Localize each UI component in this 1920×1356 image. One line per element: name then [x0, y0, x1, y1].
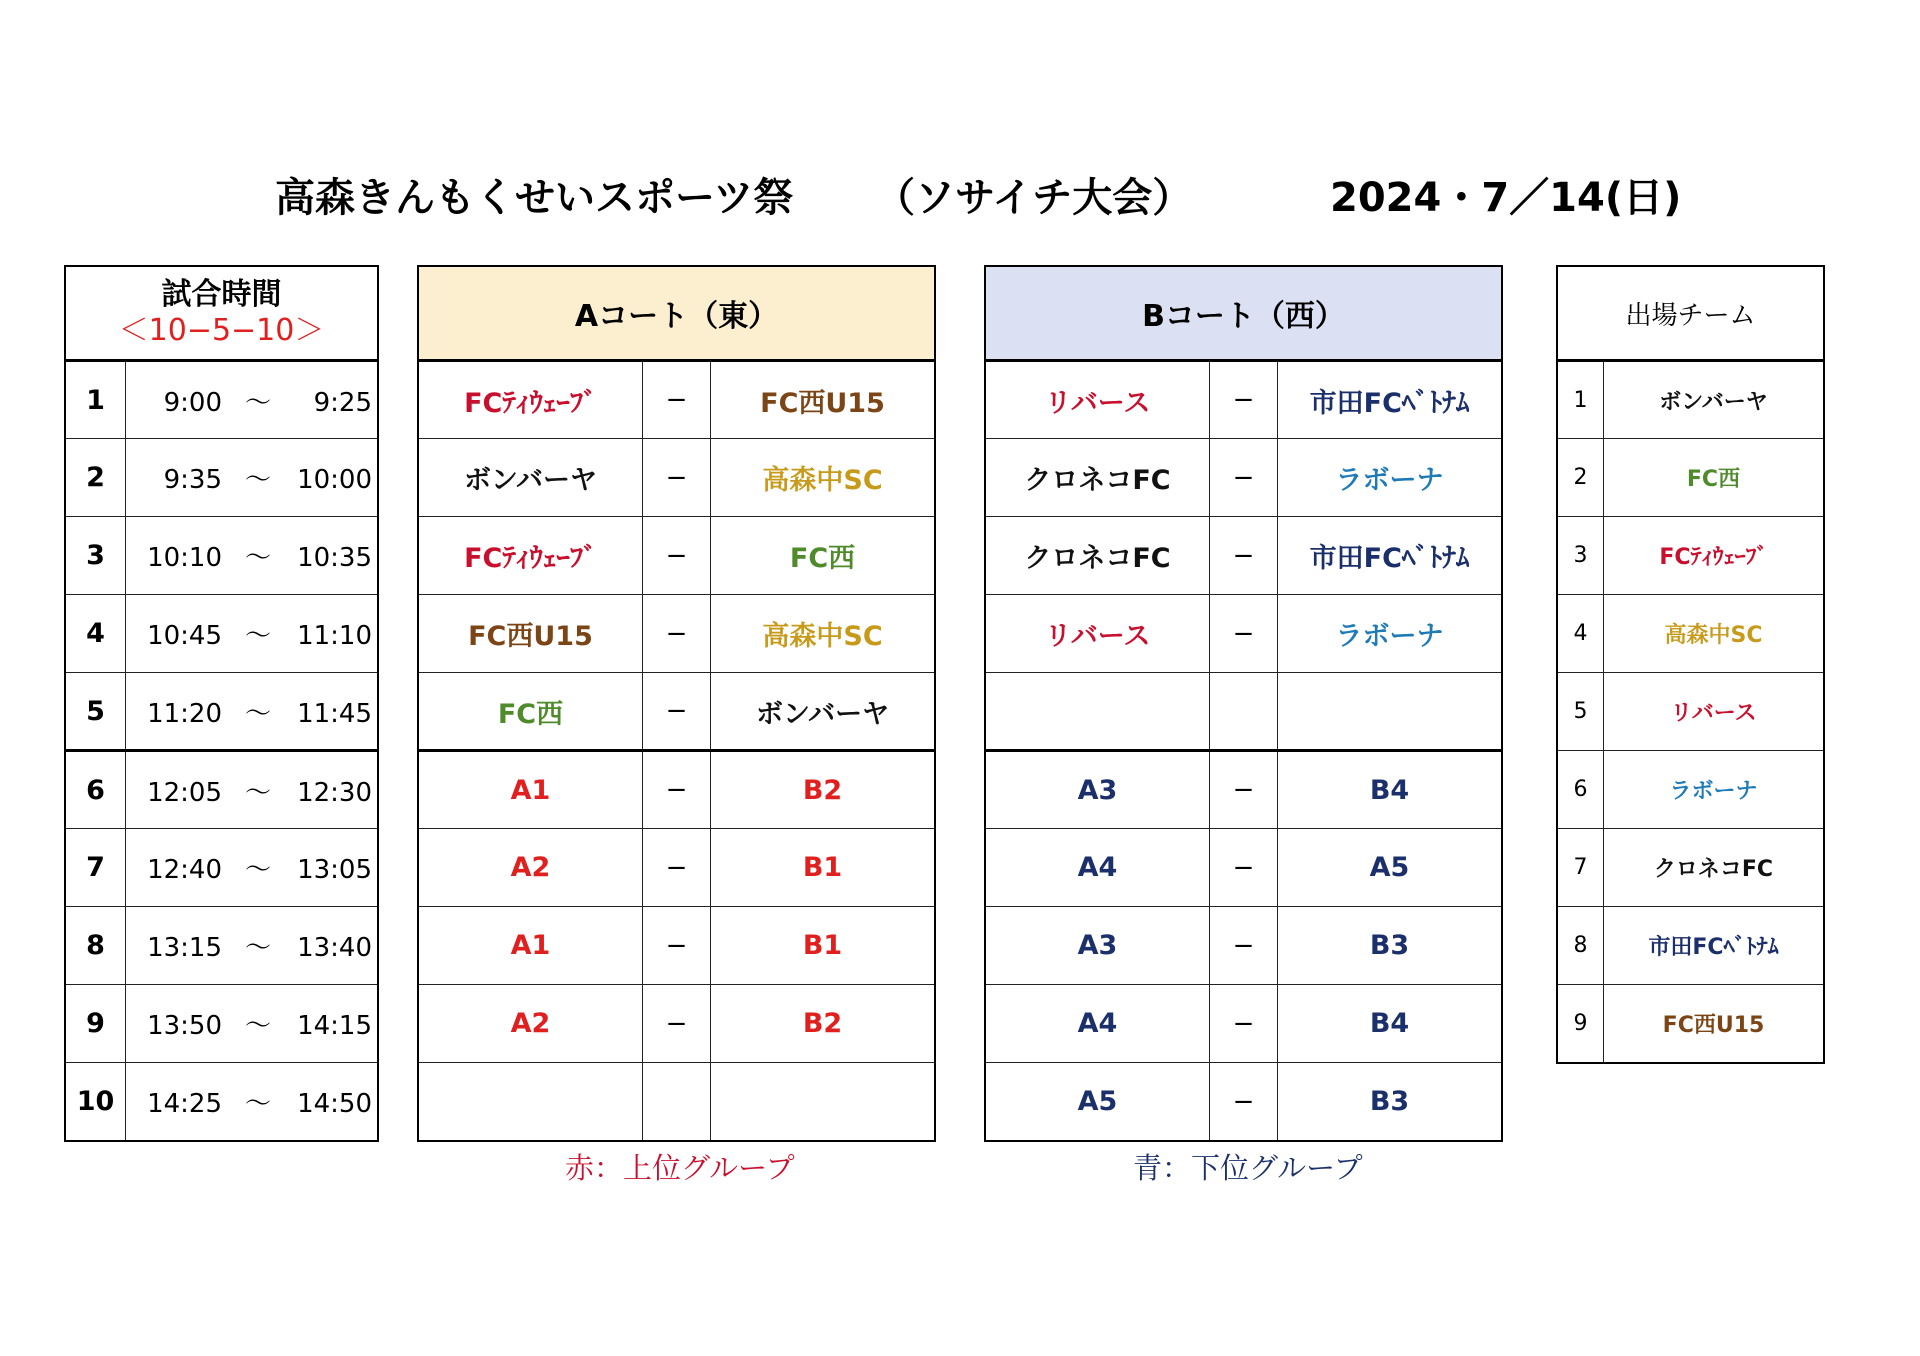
tilde: 〜: [244, 621, 271, 651]
team-number: 1: [1558, 361, 1604, 439]
court-b-away-team: A5: [1278, 829, 1502, 907]
court-b-away-team: 市田FCﾍﾞﾄﾅﾑ: [1278, 361, 1502, 439]
title-row: [0, 168, 1920, 228]
start-time: 10:45: [147, 621, 222, 651]
court-a-match-row: [419, 439, 935, 517]
court-a-away-team: FC西: [711, 517, 935, 595]
match-number: 3: [66, 517, 126, 595]
court-a-home-team: [419, 1063, 643, 1141]
court-a-home-team: ボンバーヤ: [419, 439, 643, 517]
end-time: 13:05: [297, 855, 372, 885]
court-a-match-row: [419, 1063, 935, 1141]
teams-table: [1557, 266, 1824, 1063]
page-title: 高森きんもくせいスポーツ祭: [275, 175, 794, 221]
team-name: ボンバーヤ: [1604, 361, 1824, 439]
court-b-match-row: [986, 361, 1502, 439]
match-time: [126, 1063, 378, 1141]
court-a-match-row: [419, 907, 935, 985]
end-time: 12:30: [297, 777, 372, 808]
court-a-away-team: B1: [711, 907, 935, 985]
court-b-home-team: A3: [986, 907, 1210, 985]
team-name: FC西U15: [1604, 985, 1824, 1063]
match-time: [126, 439, 378, 517]
match-time: [126, 985, 378, 1063]
court-b-away-team: B4: [1278, 751, 1502, 829]
match-time: [126, 673, 378, 751]
court-b-home-team: A4: [986, 985, 1210, 1063]
match-number: 4: [66, 595, 126, 673]
court-a-match-row: [419, 829, 935, 907]
time-row: [66, 1063, 378, 1141]
start-time: 12:40: [147, 855, 222, 885]
team-row: [1558, 907, 1824, 985]
court-a-table: [418, 266, 935, 1141]
court-b-away-team: B3: [1278, 1063, 1502, 1141]
start-time: 13:50: [147, 1011, 222, 1041]
court-a-vs-dash: −: [643, 595, 711, 673]
court-b-match-row: [986, 751, 1502, 829]
start-time: 13:15: [147, 933, 222, 963]
end-time: 11:45: [297, 698, 372, 729]
team-number: 2: [1558, 439, 1604, 517]
start-time: 14:25: [147, 1089, 222, 1119]
end-time: 13:40: [297, 933, 372, 963]
start-time: 10:10: [147, 543, 222, 573]
court-a-home-team: FC西: [419, 673, 643, 751]
time-row: [66, 673, 378, 751]
time-row: [66, 751, 378, 829]
team-number: 7: [1558, 829, 1604, 907]
court-a-match-row: [419, 361, 935, 439]
time-format-label: ＜10−5−10＞: [118, 313, 325, 348]
court-b-away-team: B3: [1278, 907, 1502, 985]
court-b-home-team: リバース: [986, 595, 1210, 673]
court-b-vs-dash: −: [1210, 439, 1278, 517]
court-a-away-team: 高森中SC: [711, 439, 935, 517]
court-a-away-team: [711, 1063, 935, 1141]
court-b-vs-dash: −: [1210, 829, 1278, 907]
tilde: 〜: [244, 543, 271, 573]
match-time: [126, 751, 378, 829]
court-b-vs-dash: −: [1210, 751, 1278, 829]
team-number: 9: [1558, 985, 1604, 1063]
court-b-home-team: A4: [986, 829, 1210, 907]
team-number: 3: [1558, 517, 1604, 595]
start-time: 12:05: [147, 777, 222, 808]
tilde: 〜: [244, 698, 271, 729]
time-row: [66, 985, 378, 1063]
court-b-header: Bコート（西）: [986, 267, 1502, 361]
legend-upper-group: 赤：上位グループ: [565, 1151, 795, 1185]
tilde: 〜: [244, 1011, 271, 1041]
time-header-label: 試合時間: [161, 277, 282, 312]
team-row: [1558, 361, 1824, 439]
court-b-table: [985, 266, 1502, 1141]
team-name: 市田FCﾍﾞﾄﾅﾑ: [1604, 907, 1824, 985]
tilde: 〜: [244, 387, 271, 418]
court-a-vs-dash: −: [643, 985, 711, 1063]
court-b-match-row: [986, 673, 1502, 751]
match-number: 8: [66, 907, 126, 985]
match-time: [126, 829, 378, 907]
team-row: [1558, 517, 1824, 595]
match-time: [126, 595, 378, 673]
court-b-home-team: A3: [986, 751, 1210, 829]
match-number: 5: [66, 673, 126, 751]
court-b-home-team: クロネコFC: [986, 517, 1210, 595]
match-number: 2: [66, 439, 126, 517]
court-b-home-team: クロネコFC: [986, 439, 1210, 517]
time-row: [66, 595, 378, 673]
court-a-vs-dash: [643, 1063, 711, 1141]
time-row: [66, 907, 378, 985]
team-row: [1558, 985, 1824, 1063]
match-number: 7: [66, 829, 126, 907]
end-time: 14:50: [297, 1089, 372, 1119]
team-number: 4: [1558, 595, 1604, 673]
tilde: 〜: [244, 777, 271, 808]
court-b-vs-dash: [1210, 673, 1278, 751]
court-b-vs-dash: −: [1210, 595, 1278, 673]
end-time: 10:35: [297, 543, 372, 573]
tilde: 〜: [244, 933, 271, 963]
time-row: [66, 439, 378, 517]
court-a-home-team: A1: [419, 907, 643, 985]
court-b-vs-dash: −: [1210, 1063, 1278, 1141]
court-a-home-team: A2: [419, 829, 643, 907]
court-b-match-row: [986, 1063, 1502, 1141]
match-time: [126, 517, 378, 595]
team-row: [1558, 673, 1824, 751]
court-a-match-row: [419, 517, 935, 595]
team-name: FC西: [1604, 439, 1824, 517]
court-a-vs-dash: −: [643, 829, 711, 907]
match-number: 9: [66, 985, 126, 1063]
court-a-vs-dash: −: [643, 751, 711, 829]
start-time: 9:00: [163, 387, 222, 418]
court-b-vs-dash: −: [1210, 907, 1278, 985]
court-b-home-team: リバース: [986, 361, 1210, 439]
team-row: [1558, 751, 1824, 829]
end-time: 11:10: [297, 621, 372, 651]
match-number: 10: [66, 1063, 126, 1141]
court-b-away-team: 市田FCﾍﾞﾄﾅﾑ: [1278, 517, 1502, 595]
court-a-vs-dash: −: [643, 517, 711, 595]
court-b-vs-dash: −: [1210, 517, 1278, 595]
court-b-match-row: [986, 907, 1502, 985]
court-b-match-row: [986, 439, 1502, 517]
team-number: 6: [1558, 751, 1604, 829]
court-b-match-row: [986, 517, 1502, 595]
time-table-header: [66, 267, 378, 361]
court-b-away-team: B4: [1278, 985, 1502, 1063]
court-a-vs-dash: −: [643, 673, 711, 751]
teams-header: 出場チーム: [1558, 267, 1824, 361]
match-time: [126, 907, 378, 985]
court-a-away-team: 高森中SC: [711, 595, 935, 673]
court-a-away-team: B2: [711, 751, 935, 829]
team-name: FCﾃｨｳｪｰﾌﾞ: [1604, 517, 1824, 595]
court-b-away-team: ラボーナ: [1278, 595, 1502, 673]
court-a-away-team: B2: [711, 985, 935, 1063]
court-b-match-row: [986, 595, 1502, 673]
match-time: [126, 361, 378, 439]
team-name: リバース: [1604, 673, 1824, 751]
team-row: [1558, 595, 1824, 673]
court-a-away-team: B1: [711, 829, 935, 907]
time-row: [66, 517, 378, 595]
court-a-match-row: [419, 985, 935, 1063]
court-a-away-team: ボンバーヤ: [711, 673, 935, 751]
team-name: クロネコFC: [1604, 829, 1824, 907]
court-b-match-row: [986, 985, 1502, 1063]
court-b-home-team: [986, 673, 1210, 751]
court-a-home-team: A2: [419, 985, 643, 1063]
team-name: ラボーナ: [1604, 751, 1824, 829]
team-row: [1558, 829, 1824, 907]
court-a-header: Aコート（東）: [419, 267, 935, 361]
team-number: 8: [1558, 907, 1604, 985]
time-row: [66, 829, 378, 907]
team-row: [1558, 439, 1824, 517]
court-a-match-row: [419, 751, 935, 829]
end-time: 10:00: [297, 465, 372, 495]
court-a-match-row: [419, 595, 935, 673]
court-b-match-row: [986, 829, 1502, 907]
court-b-vs-dash: −: [1210, 985, 1278, 1063]
time-row: [66, 361, 378, 439]
court-a-home-team: FCﾃｨｳｪｰﾌﾞ: [419, 361, 643, 439]
court-a-home-team: FC西U15: [419, 595, 643, 673]
start-time: 11:20: [147, 698, 222, 729]
court-a-vs-dash: −: [643, 439, 711, 517]
page-subtitle: （ソサイチ大会）: [875, 175, 1193, 221]
event-date: 2024・7／14(日): [1330, 175, 1682, 221]
time-table: [65, 266, 378, 1141]
court-b-away-team: ラボーナ: [1278, 439, 1502, 517]
tilde: 〜: [244, 465, 271, 495]
end-time: 14:15: [297, 1011, 372, 1041]
team-name: 高森中SC: [1604, 595, 1824, 673]
match-number: 6: [66, 751, 126, 829]
court-b-home-team: A5: [986, 1063, 1210, 1141]
tilde: 〜: [244, 855, 271, 885]
court-a-home-team: FCﾃｨｳｪｰﾌﾞ: [419, 517, 643, 595]
court-b-away-team: [1278, 673, 1502, 751]
court-a-vs-dash: −: [643, 907, 711, 985]
team-number: 5: [1558, 673, 1604, 751]
end-time: 9:25: [313, 387, 372, 418]
court-b-vs-dash: −: [1210, 361, 1278, 439]
court-a-vs-dash: −: [643, 361, 711, 439]
court-a-away-team: FC西U15: [711, 361, 935, 439]
legend-lower-group: 青：下位グループ: [1133, 1151, 1363, 1185]
court-a-match-row: [419, 673, 935, 751]
start-time: 9:35: [163, 465, 222, 495]
court-a-home-team: A1: [419, 751, 643, 829]
match-number: 1: [66, 361, 126, 439]
tilde: 〜: [244, 1089, 271, 1119]
